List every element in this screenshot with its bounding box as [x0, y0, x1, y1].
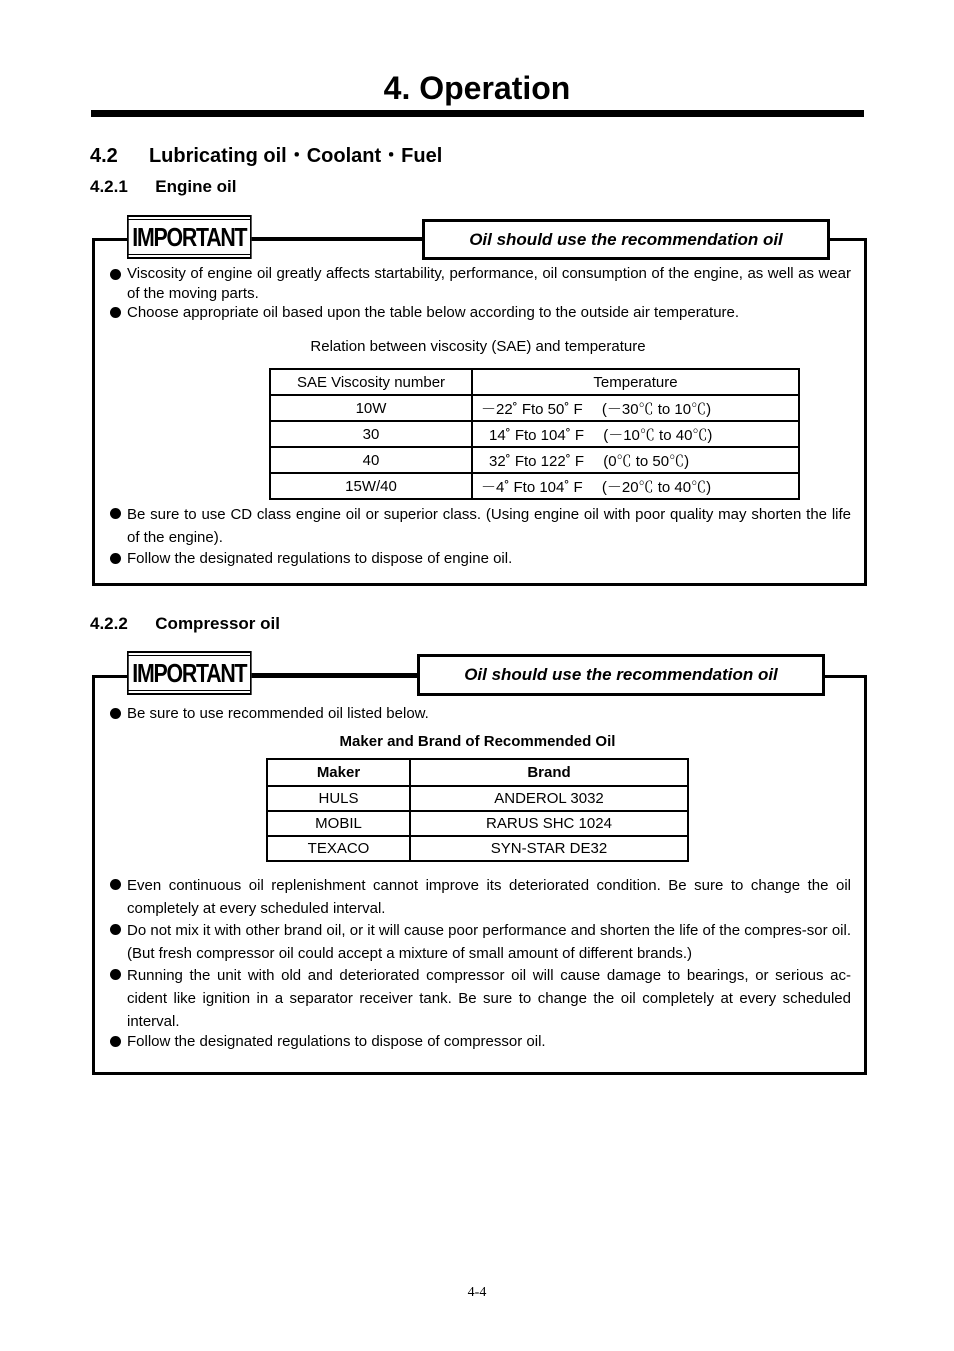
viscosity-table: [269, 368, 800, 500]
table-cell: －22˚ Fto 50˚ F (－30℃ to 10℃): [472, 395, 799, 421]
subsection-title: Engine oil: [155, 177, 237, 196]
bullet-text: Viscosity of engine oil greatly affects startability, performance, oil consumption of the engine, as well as wear of the moving parts.: [127, 265, 851, 302]
table-header: Maker: [267, 759, 410, 786]
table-header-row: [267, 759, 688, 786]
table-cell: RARUS SHC 1024: [410, 811, 688, 836]
table-cell: －4˚ Fto 104˚ F (－20℃ to 40℃): [472, 473, 799, 499]
table-cell: 32˚ Fto 122˚ F (0℃ to 50℃): [472, 447, 799, 473]
bullet-item: [110, 302, 851, 324]
bullet-item: [110, 548, 851, 570]
bullet-dot: [110, 879, 121, 890]
table-row: [270, 421, 799, 447]
table-cell: 10W: [270, 395, 472, 421]
bullet-dot: [110, 269, 121, 280]
table-cell: 14˚ Fto 104˚ F (－10℃ to 40℃): [472, 421, 799, 447]
chapter-rule: [91, 110, 864, 117]
bullet-text: Follow the designated regulations to dispose of compressor oil.: [127, 1033, 546, 1050]
table-cell: 15W/40: [270, 473, 472, 499]
table-row: [267, 811, 688, 836]
table-cell: 40: [270, 447, 472, 473]
table-cell: ANDEROL 3032: [410, 786, 688, 811]
bullet-text: Follow the designated regulations to dispose of engine oil.: [127, 550, 513, 567]
bullet-dot: [110, 708, 121, 719]
bullet-dot: [110, 1036, 121, 1047]
table-row: [267, 836, 688, 861]
bullet-item: [110, 874, 851, 920]
important-label: IMPORTANT: [127, 215, 252, 259]
table-cell: MOBIL: [267, 811, 410, 836]
bullet-item: [110, 503, 851, 549]
table-row: [270, 395, 799, 421]
connector-line: [250, 673, 420, 675]
bullet-text: Be sure to use recommended oil listed below.: [127, 705, 429, 722]
bullet-item: [110, 919, 851, 965]
section-title: Lubricating oil・Coolant・Fuel: [148, 145, 443, 167]
callout-recommendation: Oil should use the recommendation oil: [422, 219, 830, 260]
table-row: [267, 786, 688, 811]
table-cell: HULS: [267, 786, 410, 811]
table-header-row: [270, 369, 799, 395]
table-cell: TEXACO: [267, 836, 410, 861]
subsection-heading-engine-oil: [90, 177, 237, 197]
recommended-oil-table: [266, 758, 689, 862]
subsection-number: 4.2.1: [90, 177, 128, 196]
important-label: IMPORTANT: [127, 651, 252, 695]
callout-recommendation: Oil should use the recommendation oil: [417, 654, 825, 696]
bullet-item: [110, 964, 851, 1033]
table-cell: 30: [270, 421, 472, 447]
bullet-item: [110, 703, 851, 725]
table-header: Brand: [410, 759, 688, 786]
subsection-number: 4.2.2: [90, 614, 128, 633]
chapter-title: 4. Operation: [383, 70, 571, 106]
bullet-dot: [110, 307, 121, 318]
bullet-dot: [110, 969, 121, 980]
bullet-text: Running the unit with old and deteriorated compressor oil will cause damage to bearings, or serious ac-cident like ignition in a separator receiver tank. Be sure to change the oil completely at every scheduled interval.: [127, 967, 851, 1030]
section-heading: [90, 139, 442, 168]
bullet-text: Even continuous oil replenishment cannot improve its deteriorated condition. Be sure to change the oil completely at every scheduled interval.: [127, 877, 851, 917]
bullet-dot: [110, 924, 121, 935]
page-number: 4-4: [467, 1285, 487, 1300]
table-header: SAE Viscosity number: [270, 369, 472, 395]
bullet-item: [110, 1031, 851, 1053]
table-row: [270, 447, 799, 473]
bullet-dot: [110, 553, 121, 564]
bullet-text: Be sure to use CD class engine oil or superior class. (Using engine oil with poor quality may shorten the life of the engine).: [127, 506, 851, 546]
table-row: [270, 473, 799, 499]
table-caption: Maker and Brand of Recommended Oil: [339, 733, 616, 750]
bullet-dot: [110, 508, 121, 519]
bullet-text: Choose appropriate oil based upon the table below according to the outside air temperature.: [127, 304, 740, 321]
table-cell: SYN-STAR DE32: [410, 836, 688, 861]
subsection-heading-compressor-oil: [90, 614, 280, 634]
table-header: Temperature: [472, 369, 799, 395]
table-caption: Relation between viscosity (SAE) and temperature: [310, 338, 646, 355]
bullet-text: Do not mix it with other brand oil, or it will cause poor performance and shorten the life of the compres-sor oil. (But fresh compressor oil could accept a mixture of small amount of different brands.): [127, 922, 851, 962]
connector-line: [250, 237, 424, 239]
section-number: 4.2: [90, 145, 118, 167]
subsection-title: Compressor oil: [155, 614, 280, 633]
